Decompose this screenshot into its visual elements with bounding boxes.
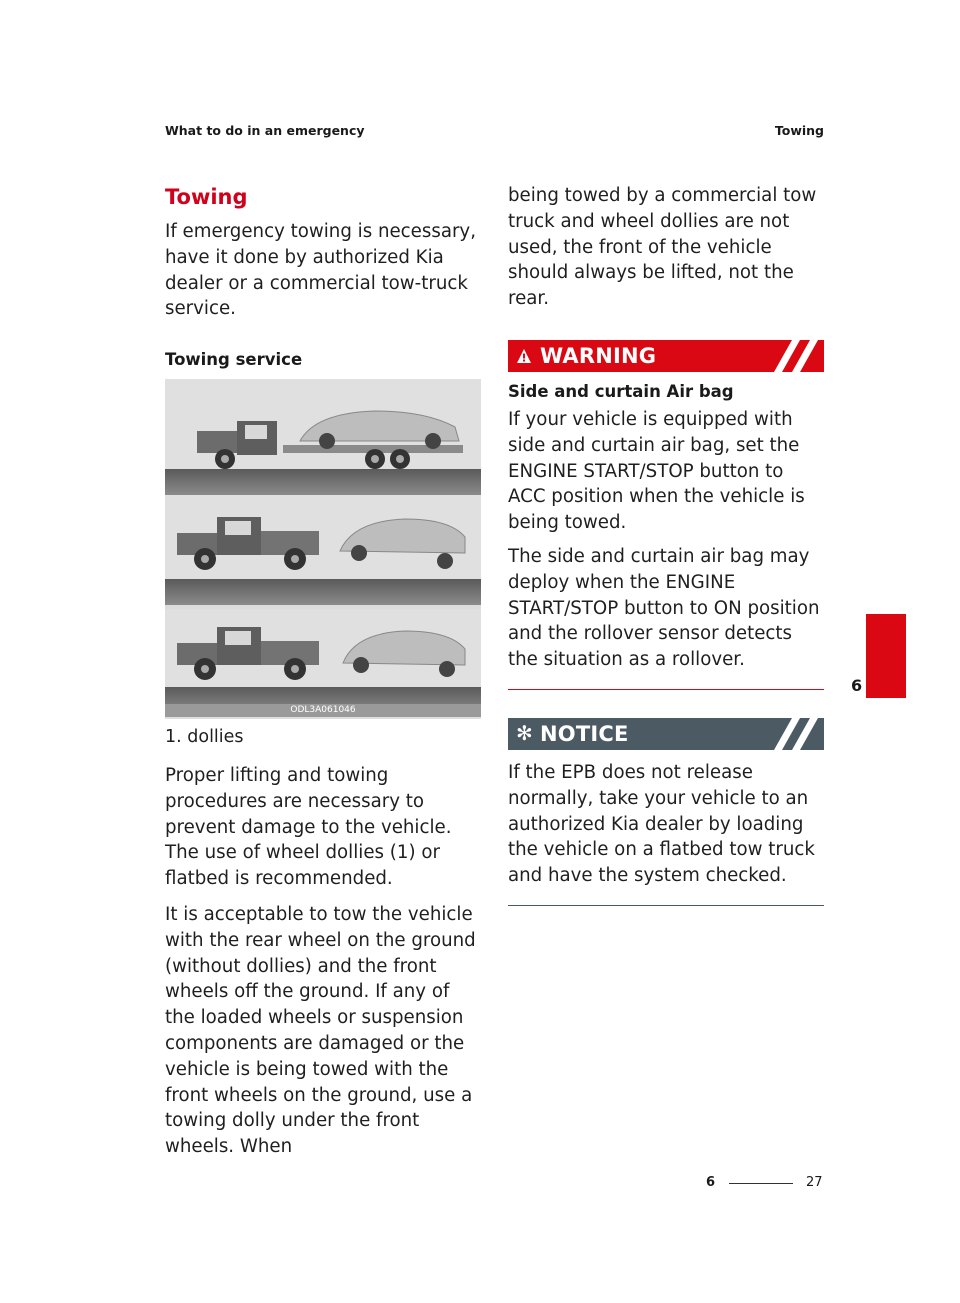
banner-stripes-decoration — [770, 718, 824, 750]
figure-caption: 1. dollies — [165, 727, 244, 748]
towing-procedure-paragraph: Proper lifting and towing procedures are necessary to prevent damage to the vehicle. The use of wheel dollies (1) or flatbed is recommended. — [165, 764, 452, 890]
running-header-topic: Towing — [774, 123, 824, 138]
flatbed-panel — [165, 379, 481, 489]
warning-banner — [508, 340, 824, 372]
notice-banner — [508, 718, 824, 750]
towing-figure — [165, 379, 481, 717]
road-strip — [165, 579, 481, 605]
left-column — [165, 183, 481, 1160]
chapter-tab — [866, 614, 906, 698]
figure-code: ODL3A061046 — [165, 704, 481, 717]
running-header-section: What to do in an emergency — [165, 123, 365, 138]
continued-paragraph: being towed by a commercial tow truck and wheel dollies are not used, the front of the vehicle should always be lifted, not the rear. — [508, 185, 817, 310]
dolly-panel — [165, 609, 481, 719]
warning-paragraph-1: If your vehicle is equipped with side and curtain air bag, set the ENGINE START/STOP button to ACC position when the vehicle is being towed. — [508, 408, 805, 534]
wheel-lift-panel — [165, 495, 481, 605]
asterisk-icon: ✻ — [516, 720, 533, 745]
chapter-tab-number: 6 — [851, 676, 863, 695]
footer-divider — [729, 1183, 793, 1184]
warning-triangle-icon — [516, 348, 532, 364]
road-strip — [165, 469, 481, 495]
notice-label: NOTICE — [540, 721, 629, 746]
right-column — [508, 183, 824, 906]
intro-paragraph: If emergency towing is necessary, have it done by authorized Kia dealer or a commercial tow-truck service. — [165, 221, 476, 320]
warning-heading: Side and curtain Air bag — [508, 381, 734, 401]
warning-end-rule — [508, 689, 824, 690]
banner-stripes-decoration — [770, 340, 824, 372]
notice-end-rule — [508, 905, 824, 906]
towing-acceptable-paragraph: It is acceptable to tow the vehicle with the rear wheel on the ground (without dollies) and the front wheels off the ground. If any of the loaded wheels or suspension components are damaged or the vehicle is being towed with the front wheels on the ground, use a towing dolly under the front wheels. When — [165, 903, 476, 1158]
warning-label: WARNING — [540, 343, 657, 368]
footer-page-number: 27 — [806, 1175, 823, 1190]
section-title: Towing — [165, 185, 248, 209]
warning-paragraph-2: The side and curtain air bag may deploy when the ENGINE START/STOP button to ON position and the rollover sensor detects the situation as a rollover. — [508, 545, 820, 671]
notice-paragraph: If the EPB does not release normally, take your vehicle to an authorized Kia dealer by loading the vehicle on a flatbed tow truck and have the system checked. — [508, 761, 815, 887]
footer-chapter-number: 6 — [706, 1175, 716, 1190]
towing-service-heading: Towing service — [165, 350, 303, 370]
